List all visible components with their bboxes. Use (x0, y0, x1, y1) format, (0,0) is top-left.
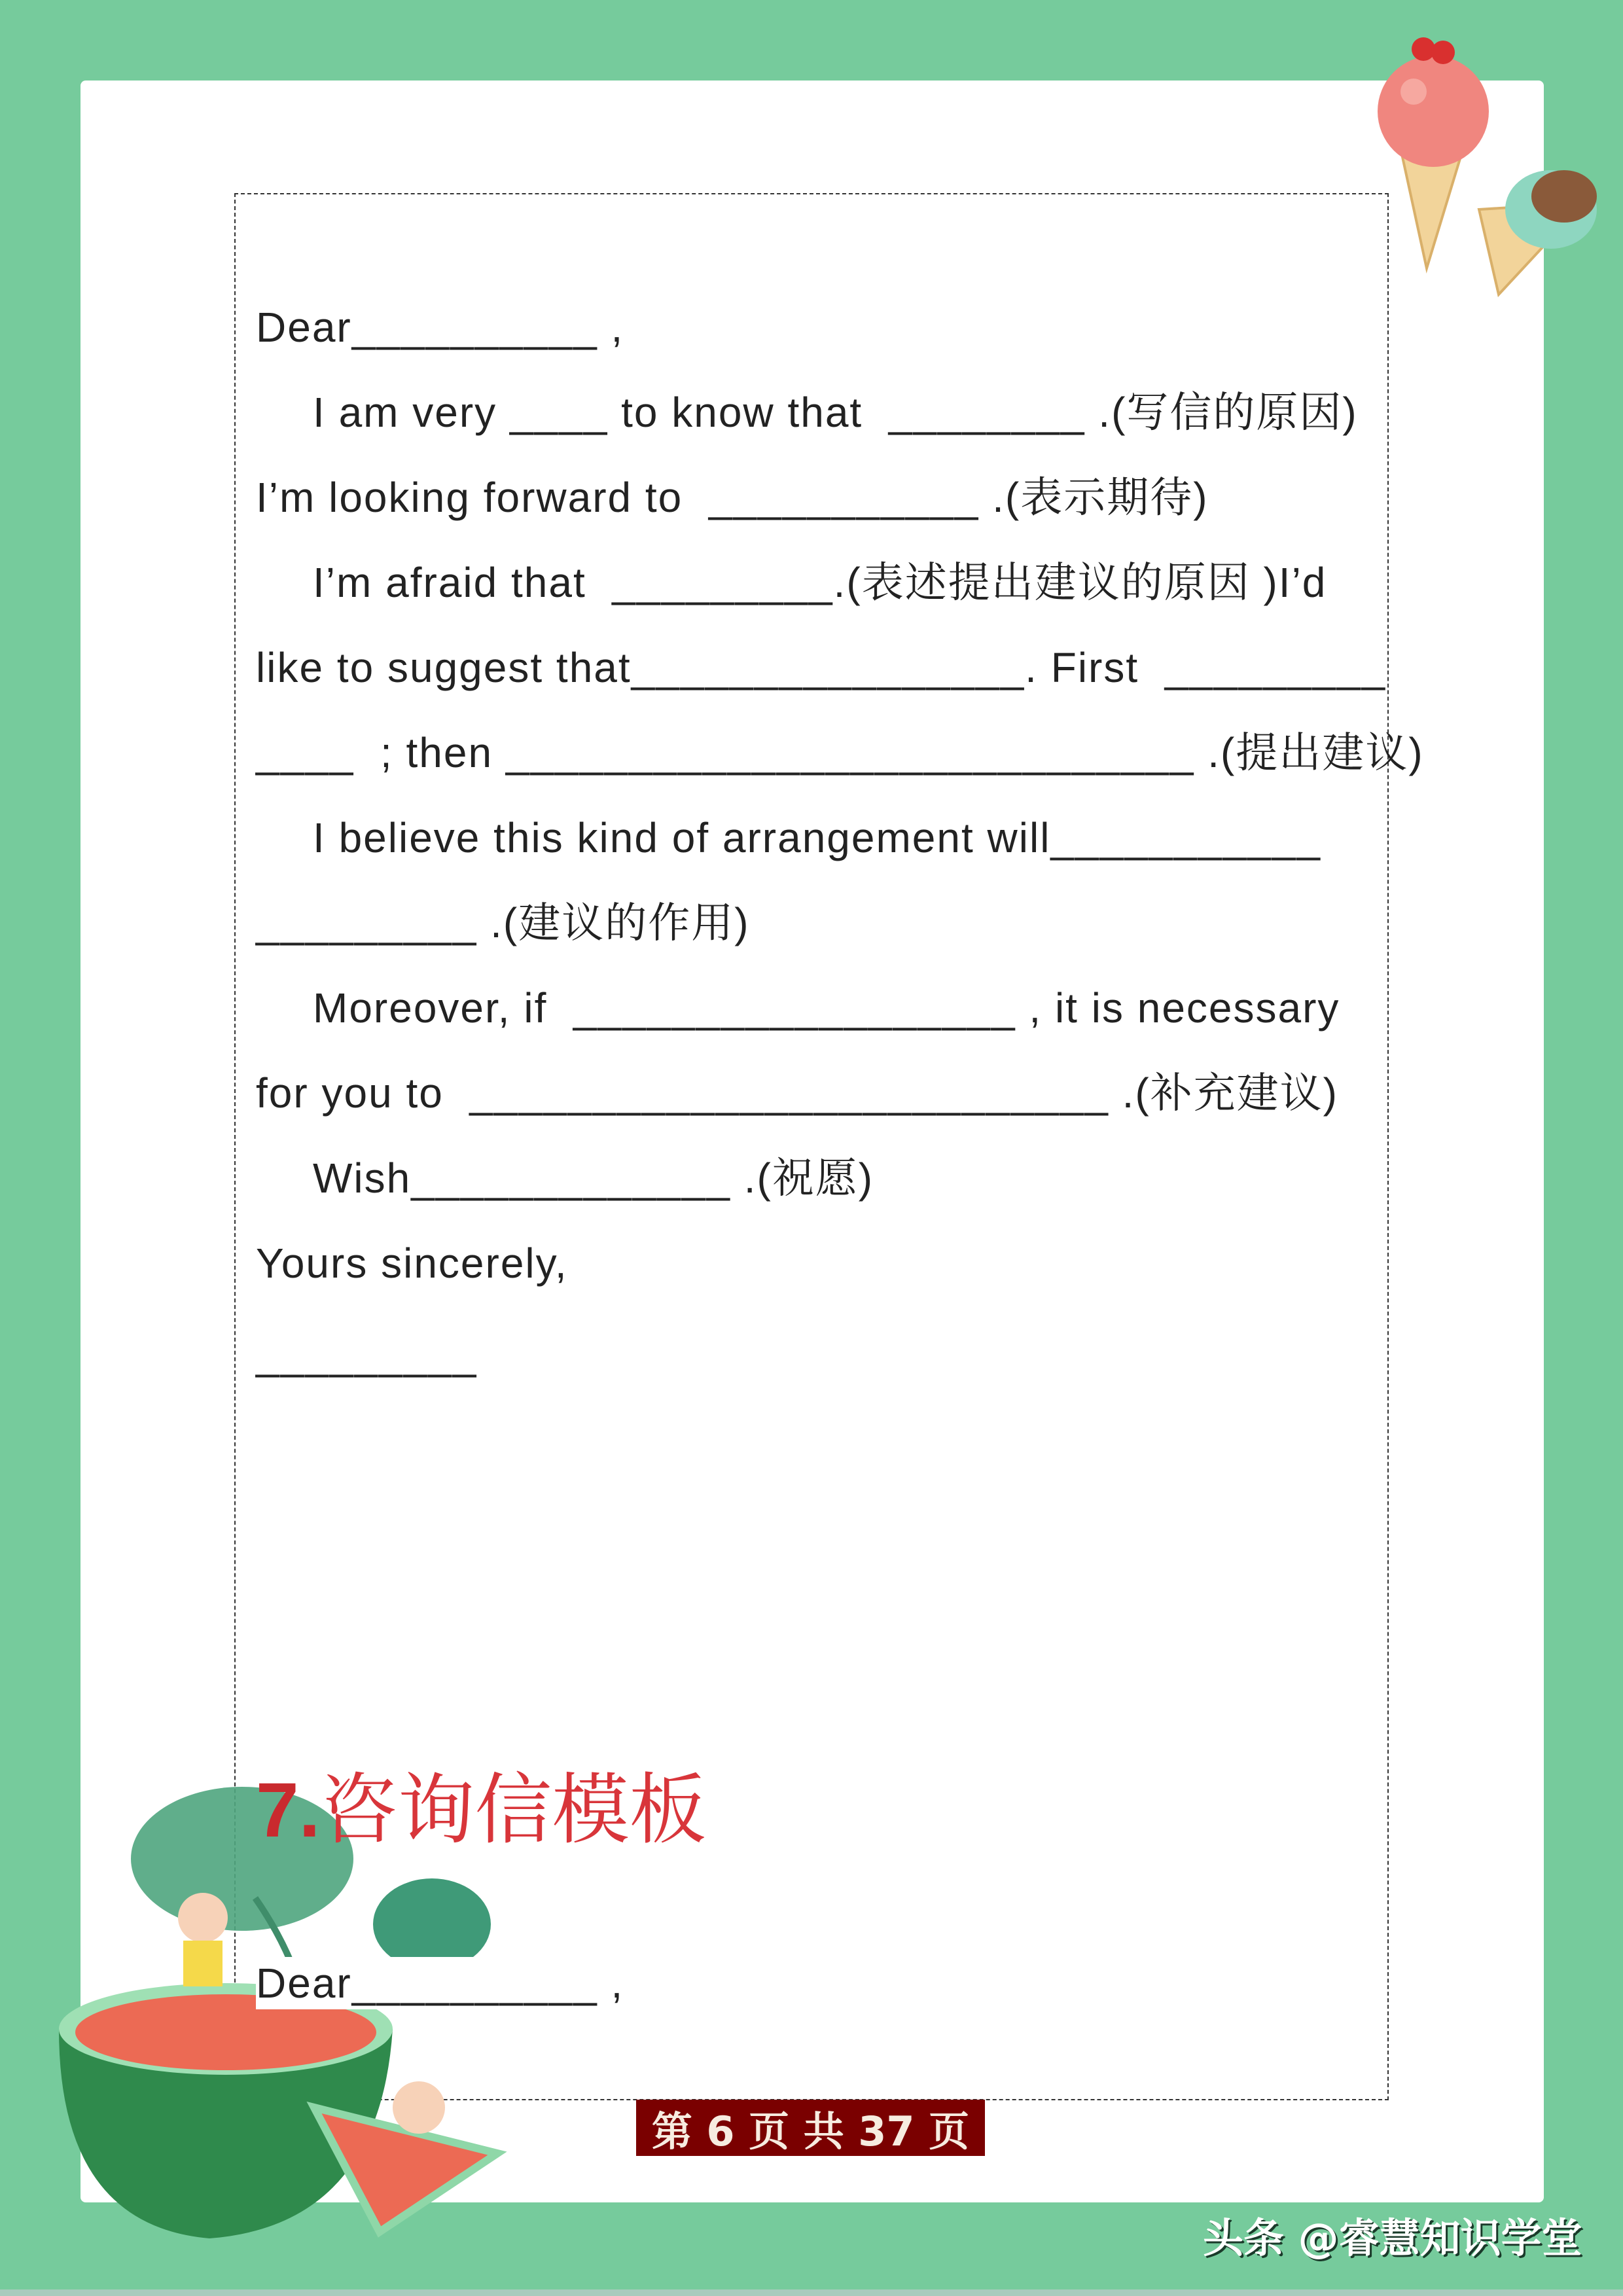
watermark: 头条 @睿慧知识学堂 (1203, 2214, 1582, 2262)
letter-line-effect: _________ .(建议的作用) (256, 899, 750, 946)
greeting-line: Dear__________ , (256, 304, 624, 351)
letter-line-moreover: Moreover, if __________________ , it is necessary (313, 984, 1340, 1031)
letter-line-suggestion-reason: I’m afraid that _________.(表述提出建议的原因 )I’d (313, 559, 1327, 606)
letter-line-suggest: like to suggest that________________. First _________ (256, 644, 1387, 691)
closing-line: Yours sincerely, (256, 1240, 568, 1287)
signature-line: _________ (256, 1331, 478, 1378)
section-title-text: 咨询信模板 (320, 1765, 707, 1855)
letter-line-wish: Wish_____________ .(祝愿) (313, 1155, 874, 1202)
bottom-strip (0, 2289, 1623, 2296)
section-title (256, 1748, 706, 1859)
section-greeting: Dear__________ , (256, 1957, 624, 2009)
ice-cream-illustration (1368, 13, 1623, 308)
letter-line-supplement: for you to __________________________ .(补充建议) (256, 1069, 1338, 1117)
letter-line-expectation: I’m looking forward to ___________ .(表示期待) (256, 474, 1209, 521)
letter-line-believe: I believe this kind of arrangement will___________ (313, 814, 1321, 861)
page-indicator: 第 6 页 共 37 页 (636, 2100, 985, 2156)
section-number: 7. (256, 1767, 321, 1854)
letter-line-reason: I am very ____ to know that ________ .(写信的原因) (313, 389, 1358, 436)
letter-line-then: ____ ; then ____________________________ .(提出建议) (256, 729, 1424, 776)
